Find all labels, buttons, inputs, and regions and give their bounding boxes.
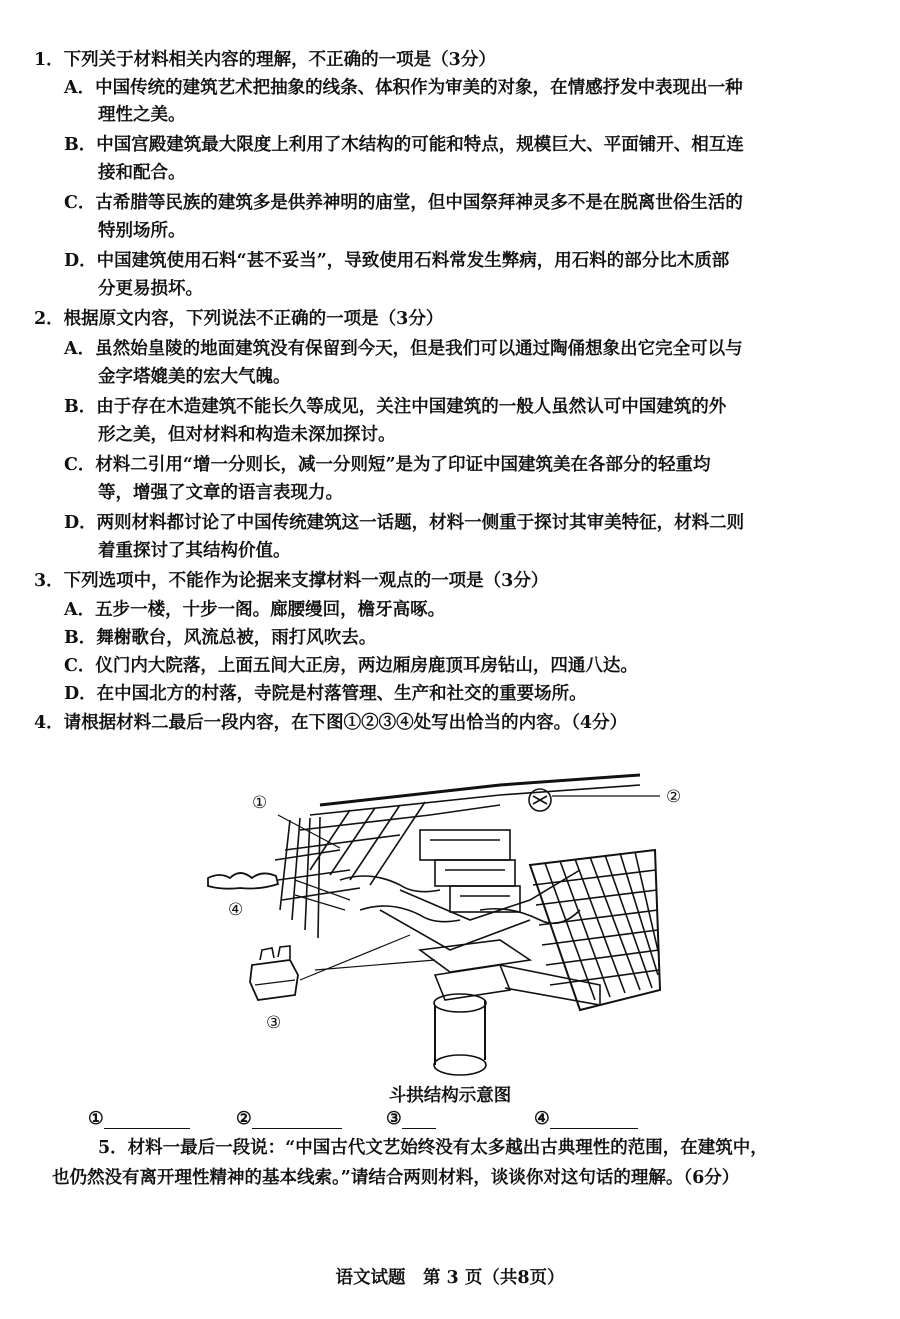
q1-option-d-cont: 分更易损坏。 — [98, 279, 203, 299]
q1-option-b: B．中国宫殿建筑最大限度上利用了木结构的可能和特点，规模巨大、平面铺开、相互连 — [64, 135, 744, 155]
diagram-label-2: ② — [666, 787, 682, 807]
q3-option-a: A．五步一楼，十步一阁。廊腰缦回，檐牙高啄。 — [64, 600, 446, 620]
answer-blank-2-line[interactable] — [252, 1108, 342, 1129]
q2-option-d: D．两则材料都讨论了中国传统建筑这一话题，材料一侧重于探讨其审美特征，材料二则 — [64, 513, 745, 533]
q2-option-c-cont: 等，增强了文章的语言表现力。 — [98, 483, 343, 503]
answer-blank-4-line[interactable] — [550, 1108, 638, 1129]
q4-stem: 4．请根据材料二最后一段内容，在下图①②③④处写出恰当的内容。（4分） — [34, 713, 628, 733]
q1-option-d: D．中国建筑使用石料“甚不妥当”，导致使用石料常发生弊病，用石料的部分比木质部 — [64, 251, 730, 271]
q2-option-d-cont: 着重探讨了其结构价值。 — [98, 541, 291, 561]
q3-stem: 3．下列选项中，不能作为论据来支撑材料一观点的一项是（3分） — [34, 571, 549, 591]
q5-stem-cont: 也仍然没有离开理性精神的基本线索。”请结合两则材料，谈谈你对这句话的理解。（6分） — [52, 1168, 740, 1188]
q1-option-c-cont: 特别场所。 — [98, 221, 186, 241]
q1-option-a: A．中国传统的建筑艺术把抽象的线条、体积作为审美的对象，在情感抒发中表现出一种 — [64, 78, 743, 98]
answer-blank-2-label: ② — [236, 1109, 252, 1129]
q5-stem: 5．材料一最后一段说：“中国古代文艺始终没有太多越出古典理性的范围，在建筑中， — [98, 1138, 768, 1158]
answer-blank-3 — [386, 1108, 436, 1129]
q2-stem: 2．根据原文内容，下列说法不正确的一项是（3分） — [34, 309, 444, 329]
answer-blank-1-line[interactable] — [104, 1108, 190, 1129]
q3-option-b: B．舞榭歌台，风流总被，雨打风吹去。 — [64, 628, 377, 648]
q1-stem: 1．下列关于材料相关内容的理解，不正确的一项是（3分） — [34, 50, 496, 70]
diagram-label-3: ③ — [266, 1013, 282, 1033]
answer-blank-3-label: ③ — [386, 1109, 402, 1129]
q2-option-b-cont: 形之美，但对材料和构造未深加探讨。 — [98, 425, 396, 445]
answer-blank-4-label: ④ — [534, 1109, 550, 1129]
q2-option-b: B．由于存在木造建筑不能长久等成见，关注中国建筑的一般人虽然认可中国建筑的外 — [64, 397, 727, 417]
dougong-diagram — [200, 760, 700, 1080]
answer-blank-3-line[interactable] — [402, 1108, 436, 1129]
q2-option-a-cont: 金字塔媲美的宏大气魄。 — [98, 367, 291, 387]
q1-option-c: C．古希腊等民族的建筑多是供养神明的庙堂，但中国祭拜神灵多不是在脱离世俗生活的 — [64, 193, 743, 213]
q2-option-a: A．虽然始皇陵的地面建筑没有保留到今天，但是我们可以通过陶俑想象出它完全可以与 — [64, 339, 743, 359]
q1-option-b-cont: 接和配合。 — [98, 163, 186, 183]
q1-option-a-cont: 理性之美。 — [98, 105, 186, 125]
q3-option-d: D．在中国北方的村落，寺院是村落管理、生产和社交的重要场所。 — [64, 684, 587, 704]
answer-blank-1 — [88, 1108, 190, 1129]
q2-option-c: C．材料二引用“增一分则长，减一分则短”是为了印证中国建筑美在各部分的轻重均 — [64, 455, 711, 475]
q3-option-c: C．仪门内大院落，上面五间大正房，两边厢房鹿顶耳房钻山，四通八达。 — [64, 656, 638, 676]
page-footer: 语文试题 第 3 页（共8页） — [335, 1268, 565, 1288]
diagram-label-1: ① — [252, 793, 268, 813]
answer-blank-1-label: ① — [88, 1109, 104, 1129]
answer-blank-2 — [236, 1108, 342, 1129]
answer-blank-4 — [534, 1108, 638, 1129]
diagram-caption: 斗拱结构示意图 — [388, 1086, 512, 1106]
diagram-label-4: ④ — [228, 900, 244, 920]
